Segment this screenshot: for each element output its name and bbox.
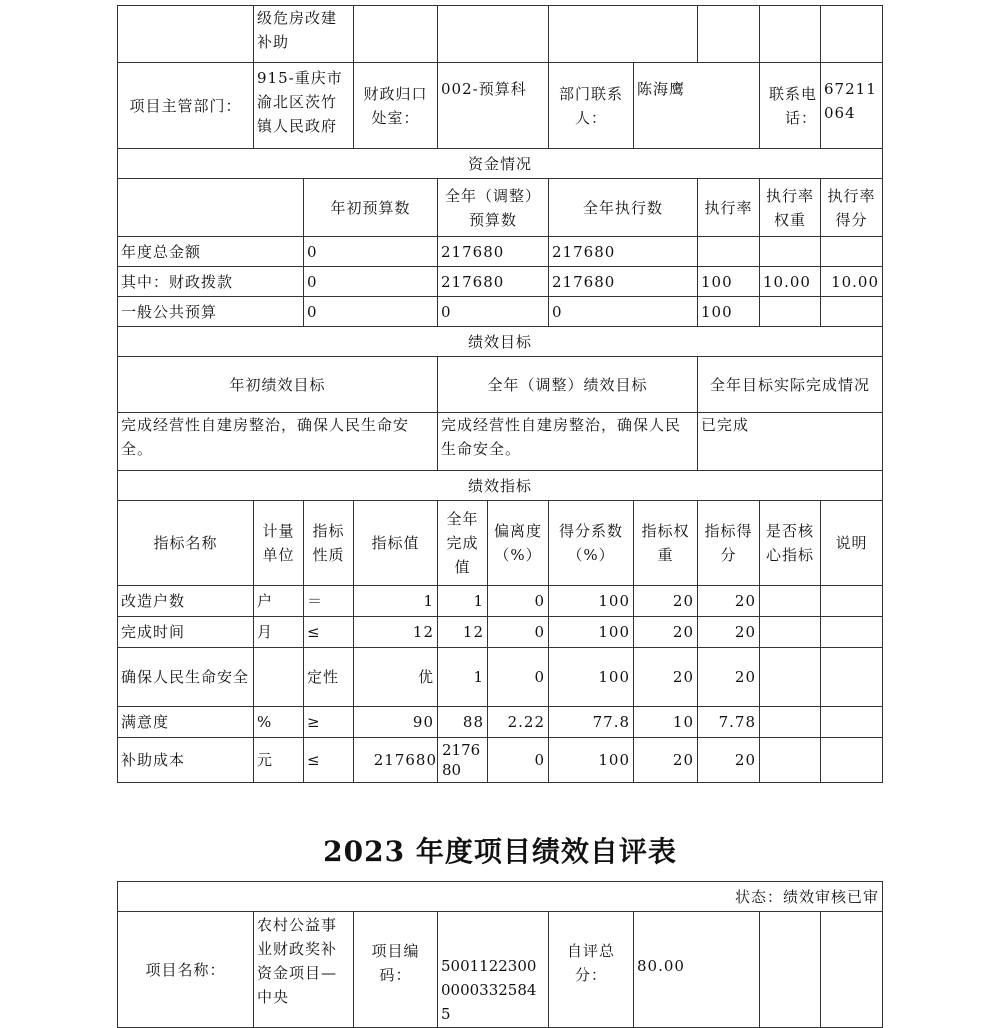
ind-col-actual: 全年完成值 bbox=[438, 501, 488, 585]
ind-score: 20 bbox=[698, 738, 760, 783]
cell-empty bbox=[438, 6, 549, 63]
cell-empty bbox=[821, 912, 883, 1028]
ind-target: 优 bbox=[354, 648, 438, 707]
ind-col-target: 指标值 bbox=[354, 501, 438, 586]
funds-rate bbox=[698, 237, 760, 267]
ind-nature: ＝ bbox=[304, 586, 354, 617]
ind-split-cell bbox=[438, 738, 549, 783]
ind-nature: ≥ bbox=[304, 707, 354, 738]
ind-col-unit: 计量单位 bbox=[254, 501, 304, 586]
funds-executed: 0 bbox=[549, 297, 698, 327]
ind-split-cell bbox=[438, 617, 549, 648]
ind-deviation: 0 bbox=[534, 751, 546, 769]
ind-unit: 元 bbox=[254, 738, 304, 783]
funds-score: 10.00 bbox=[821, 267, 883, 297]
funds-score bbox=[821, 237, 883, 267]
ind-actual: 1 bbox=[438, 648, 488, 706]
table-row bbox=[118, 738, 883, 783]
goals-col-actual: 全年目标实际完成情况 bbox=[698, 357, 883, 413]
indicators-section-title: 绩效指标 bbox=[118, 471, 883, 501]
ind-nature: ≤ bbox=[304, 738, 354, 783]
ind-core bbox=[760, 586, 821, 617]
ind-unit: 户 bbox=[254, 586, 304, 617]
ind-name: 完成时间 bbox=[118, 617, 254, 648]
ind-weight: 20 bbox=[634, 586, 698, 617]
cell-empty bbox=[821, 6, 883, 63]
ind-note bbox=[821, 738, 883, 783]
ind-split-cell bbox=[438, 586, 549, 617]
ind-col-nature: 指标性质 bbox=[304, 501, 354, 586]
funds-rate: 100 bbox=[698, 267, 760, 297]
ind-actual: 1 bbox=[438, 586, 488, 616]
cell-empty bbox=[549, 6, 698, 63]
funds-row-label: 年度总金额 bbox=[118, 237, 304, 267]
ind-col-core: 是否核心指标 bbox=[760, 501, 821, 586]
funds-adjusted: 217680 bbox=[438, 267, 549, 297]
cell-empty bbox=[760, 912, 821, 1028]
table-row bbox=[118, 617, 883, 648]
funds-weight bbox=[760, 237, 821, 267]
dept-label: 项目主管部门： bbox=[118, 63, 254, 149]
project-name-label: 项目名称： bbox=[118, 912, 254, 1028]
ind-weight: 20 bbox=[634, 648, 698, 707]
ind-score: 20 bbox=[698, 648, 760, 707]
table-row bbox=[118, 586, 883, 617]
funds-col-initial: 年初预算数 bbox=[304, 179, 438, 237]
phone-label: 联系电话： bbox=[760, 63, 821, 149]
ind-weight: 10 bbox=[634, 707, 698, 738]
ind-name: 改造户数 bbox=[118, 586, 254, 617]
ind-deviation: 0 bbox=[534, 668, 546, 686]
funds-initial: 0 bbox=[304, 267, 438, 297]
ind-unit: 月 bbox=[254, 617, 304, 648]
funds-section-title: 资金情况 bbox=[118, 149, 883, 179]
ind-actual: 88 bbox=[438, 707, 488, 737]
ind-actual: 217680 bbox=[438, 738, 488, 782]
ind-target: 90 bbox=[354, 707, 438, 738]
ind-score: 20 bbox=[698, 617, 760, 648]
project-code-value: 500112230000003325845 bbox=[438, 912, 549, 1028]
self-score-label: 自评总分： bbox=[549, 912, 634, 1028]
ind-coef: 100 bbox=[549, 648, 634, 707]
funds-executed: 217680 bbox=[549, 237, 698, 267]
ind-name: 确保人民生命安全 bbox=[118, 648, 254, 707]
ind-coef: 100 bbox=[549, 586, 634, 617]
goal-actual-text: 已完成 bbox=[698, 413, 883, 471]
cell-empty bbox=[118, 179, 304, 237]
funds-initial: 0 bbox=[304, 297, 438, 327]
funds-col-rate: 执行率 bbox=[698, 179, 760, 237]
cell-empty bbox=[698, 6, 760, 63]
ind-col-score: 指标得分 bbox=[698, 501, 760, 586]
funds-col-adjusted: 全年（调整）预算数 bbox=[438, 179, 549, 237]
funds-executed: 217680 bbox=[549, 267, 698, 297]
ind-col-note: 说明 bbox=[821, 501, 883, 586]
ind-col-deviation: 偏离度（%） bbox=[494, 522, 543, 564]
ind-coef: 77.8 bbox=[549, 707, 634, 738]
ind-note bbox=[821, 617, 883, 648]
ind-coef: 100 bbox=[549, 738, 634, 783]
project-name-value: 农村公益事业财政奖补资金项目—中央 bbox=[254, 912, 354, 1028]
contact-label: 部门联系人： bbox=[549, 63, 634, 149]
table-row bbox=[118, 648, 883, 707]
ind-split-cell bbox=[438, 707, 549, 738]
funds-weight: 10.00 bbox=[760, 267, 821, 297]
funds-row-label: 其中：财政拨款 bbox=[118, 267, 304, 297]
ind-unit bbox=[254, 648, 304, 707]
ind-col-weight: 指标权重 bbox=[634, 501, 698, 586]
cell-empty bbox=[354, 6, 438, 63]
ind-core bbox=[760, 707, 821, 738]
funds-adjusted: 0 bbox=[438, 297, 549, 327]
ind-deviation: 0 bbox=[534, 592, 546, 610]
finance-label: 财政归口处室： bbox=[354, 63, 438, 149]
dept-value: 915-重庆市渝北区茨竹镇人民政府 bbox=[254, 63, 354, 149]
funds-col-weight: 执行率权重 bbox=[760, 179, 821, 237]
cell-empty bbox=[118, 6, 254, 63]
funds-row bbox=[118, 267, 883, 297]
ind-split-cell bbox=[438, 501, 549, 586]
finance-value: 002-预算科 bbox=[438, 63, 549, 149]
ind-core bbox=[760, 738, 821, 783]
ind-score: 20 bbox=[698, 586, 760, 617]
ind-target: 1 bbox=[354, 586, 438, 617]
funds-col-score: 执行率得分 bbox=[821, 179, 883, 237]
contact-value: 陈海鹰 bbox=[634, 63, 760, 149]
phone-value: 67211064 bbox=[821, 63, 883, 149]
ind-note bbox=[821, 707, 883, 738]
funds-rate: 100 bbox=[698, 297, 760, 327]
goal-adjusted-text: 完成经营性自建房整治，确保人民生命安全。 bbox=[438, 413, 698, 471]
funds-score bbox=[821, 297, 883, 327]
ind-note bbox=[821, 586, 883, 617]
ind-name: 满意度 bbox=[118, 707, 254, 738]
cell-empty bbox=[760, 6, 821, 63]
ind-core bbox=[760, 617, 821, 648]
funds-weight bbox=[760, 297, 821, 327]
funds-row bbox=[118, 297, 883, 327]
ind-col-coef: 得分系数（%） bbox=[549, 501, 634, 586]
funds-col-executed: 全年执行数 bbox=[549, 179, 698, 237]
ind-unit: % bbox=[254, 707, 304, 738]
performance-table-2023 bbox=[117, 881, 883, 1028]
ind-deviation: 0 bbox=[534, 623, 546, 641]
ind-note bbox=[821, 648, 883, 707]
funds-adjusted: 217680 bbox=[438, 237, 549, 267]
ind-name: 补助成本 bbox=[118, 738, 254, 783]
funds-row bbox=[118, 237, 883, 267]
ind-target: 12 bbox=[354, 617, 438, 648]
table-row bbox=[118, 707, 883, 738]
ind-weight: 20 bbox=[634, 617, 698, 648]
goals-col-initial: 年初绩效目标 bbox=[118, 357, 438, 413]
page-title: 2023 年度项目绩效自评表 bbox=[323, 835, 677, 868]
ind-split-cell bbox=[438, 648, 549, 707]
ind-weight: 20 bbox=[634, 738, 698, 783]
project-code-label: 项目编码： bbox=[354, 912, 438, 1028]
ind-nature: 定性 bbox=[304, 648, 354, 707]
self-score-value: 80.00 bbox=[634, 912, 760, 1028]
ind-actual: 12 bbox=[438, 617, 488, 647]
ind-target: 217680 bbox=[354, 738, 438, 783]
project-name-tail: 级危房改建补助 bbox=[254, 6, 354, 63]
goals-col-adjusted: 全年（调整）绩效目标 bbox=[438, 357, 698, 413]
funds-row-label: 一般公共预算 bbox=[118, 297, 304, 327]
funds-initial: 0 bbox=[304, 237, 438, 267]
ind-col-name: 指标名称 bbox=[118, 501, 254, 586]
ind-core bbox=[760, 648, 821, 707]
goals-section-title: 绩效目标 bbox=[118, 327, 883, 357]
performance-table-continued bbox=[117, 5, 883, 783]
ind-nature: ≤ bbox=[304, 617, 354, 648]
status-badge: 状态：绩效审核已审 bbox=[118, 882, 883, 912]
ind-coef: 100 bbox=[549, 617, 634, 648]
ind-score: 7.78 bbox=[698, 707, 760, 738]
ind-deviation: 2.22 bbox=[507, 713, 546, 731]
goal-initial-text: 完成经营性自建房整治，确保人民生命安全。 bbox=[118, 413, 438, 471]
